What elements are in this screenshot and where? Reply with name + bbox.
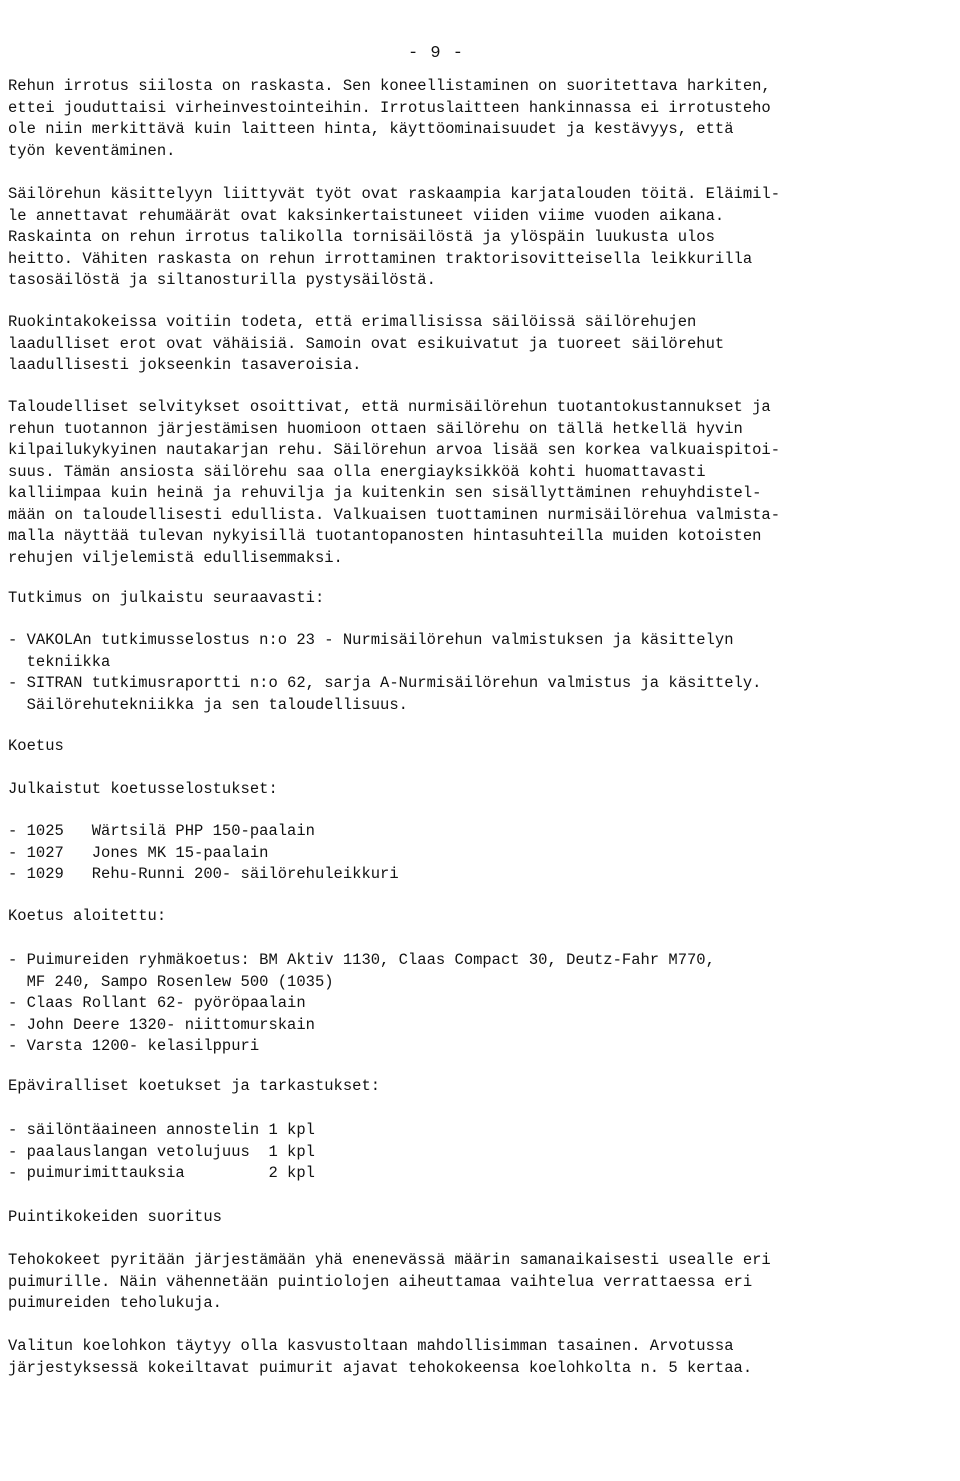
text-line: rehun tuotannon järjestämisen huomioon ottaen säilörehu on tällä hetkellä hyvin xyxy=(8,419,743,438)
text-line: järjestyksessä kokeiltavat puimurit ajavat tehokokeensa koelohkolta n. 5 kertaa. xyxy=(8,1358,753,1377)
text-line: kalliimpaa kuin heinä ja rehuvilja ja kuitenkin sen sisällyttäminen rehuyhdistel- xyxy=(8,484,762,502)
subheading-started-tests xyxy=(8,906,938,928)
paragraph-publication-intro xyxy=(8,588,938,610)
page-number: - 9 - xyxy=(408,44,465,63)
text-line: työn keventäminen. xyxy=(8,141,176,160)
subheading-unofficial-tests xyxy=(8,1076,938,1098)
list-item: - Puimureiden ryhmäkoetus: BM Aktiv 1130, Claas Compact 30, Deutz-Fahr M770, xyxy=(8,951,715,969)
paragraph-test-plot xyxy=(8,1336,938,1379)
text-line: Tutkimus on julkaistu seuraavasti: xyxy=(8,589,325,607)
publication-list xyxy=(8,630,938,716)
text-line: Rehun irrotus siilosta on raskasta. Sen koneellistaminen on suoritettava harkiten, xyxy=(8,77,771,95)
text-line: laadullisesti jokseenkin tasaveroisia. xyxy=(8,356,362,374)
text-line: rehujen viljelemistä edullisemmaksi. xyxy=(8,548,343,567)
section-heading: Puintikokeiden suoritus xyxy=(8,1208,222,1226)
text-line: puimureiden teholukuja. xyxy=(8,1294,222,1312)
subheading: Julkaistut koetusselostukset: xyxy=(8,780,278,798)
text-line: kilpailukykyinen nautakarjan rehu. Säilörehun arvoa lisää sen korkea valkuaispitoi- xyxy=(8,441,781,459)
paragraph-economic-studies xyxy=(8,397,938,569)
unofficial-tests-list xyxy=(8,1120,938,1185)
paragraph-silage-handling xyxy=(8,184,938,292)
text-line: le annettavat rehumäärät ovat kaksinkertaistuneet viiden viime vuoden aikana. xyxy=(8,206,725,225)
paragraph-silo-unloading xyxy=(8,76,938,162)
list-item: - Claas Rollant 62- pyöröpaalain xyxy=(8,994,306,1012)
text-line: suus. Tämän ansiosta säilörehu saa olla energiayksikköä kohti huomattavasti xyxy=(8,462,706,481)
text-line: tasosäilöstä ja siltanosturilla pystysäilöstä. xyxy=(8,271,436,289)
subheading-published-reports xyxy=(8,779,938,801)
paragraph-feeding-trials xyxy=(8,312,938,377)
list-item: - paalauslangan vetolujuus 1 kpl xyxy=(8,1142,315,1161)
text-line: mään on taloudellisesti edullista. Valkuaisen tuottaminen nurmisäilörehua valmista- xyxy=(8,505,781,524)
list-item: tekniikka xyxy=(8,652,111,671)
subheading: Koetus aloitettu: xyxy=(8,907,167,925)
list-item: MF 240, Sampo Rosenlew 500 (1035) xyxy=(8,972,334,991)
text-line: ettei jouduttaisi virheinvestointeihin. Irrotuslaitteen hankinnassa ei irrotusteho xyxy=(8,98,771,117)
list-item: - Varsta 1200- kelasilppuri xyxy=(8,1037,260,1055)
text-line: Valitun koelohkon täytyy olla kasvustoltaan mahdollisimman tasainen. Arvotussa xyxy=(8,1337,734,1355)
paragraph-efficiency-tests xyxy=(8,1250,938,1315)
list-item: Säilörehutekniikka ja sen taloudellisuus. xyxy=(8,695,408,714)
text-line: laadulliset erot ovat vähäisiä. Samoin ovat esikuivatut ja tuoreet säilörehut xyxy=(8,334,725,353)
section-heading: Koetus xyxy=(8,737,64,755)
section-heading-koetus xyxy=(8,736,938,758)
text-line: Tehokokeet pyritään järjestämään yhä enenevässä määrin samanaikaisesti usealle eri xyxy=(8,1251,771,1269)
list-item: - 1025 Wärtsilä PHP 150-paalain xyxy=(8,822,315,840)
text-line: Taloudelliset selvitykset osoittivat, että nurmisäilörehun tuotantokustannukset ja xyxy=(8,398,771,416)
text-line: heitto. Vähiten raskasta on rehun irrottaminen traktorisovitteisella leikkurilla xyxy=(8,249,753,268)
text-line: Säilörehun käsittelyyn liittyvät työt ovat raskaampia karjatalouden töitä. Eläimil- xyxy=(8,185,781,203)
text-line: Ruokintakokeissa voitiin todeta, että erimallisissa säilöissä säilörehujen xyxy=(8,313,697,331)
text-line: puimurille. Näin vähennetään puintiolojen aiheuttamaa vaihtelua verrattaessa eri xyxy=(8,1272,753,1291)
list-item: - 1029 Rehu-Runni 200- säilörehuleikkuri xyxy=(8,865,399,883)
list-item: - VAKOLAn tutkimusselostus n:o 23 - Nurmisäilörehun valmistuksen ja käsittelyn xyxy=(8,631,734,649)
published-reports-list xyxy=(8,821,938,886)
section-heading-threshing-tests xyxy=(8,1207,938,1229)
text-line: ole niin merkittävä kuin laitteen hinta, käyttöominaisuudet ja kestävyys, että xyxy=(8,120,734,138)
started-tests-list xyxy=(8,950,938,1058)
text-line: Raskainta on rehun irrotus talikolla tornisäilöstä ja ylöspäin luukusta ulos xyxy=(8,228,715,246)
text-line: malla näyttää tulevan nykyisillä tuotantopanosten hintasuhteilla muiden kotoisten xyxy=(8,527,762,545)
list-item: - 1027 Jones MK 15-paalain xyxy=(8,843,269,862)
subheading: Epäviralliset koetukset ja tarkastukset: xyxy=(8,1077,381,1095)
list-item: - puimurimittauksia 2 kpl xyxy=(8,1164,315,1182)
list-item: - SITRAN tutkimusraportti n:o 62, sarja A-Nurmisäilörehun valmistus ja käsittely. xyxy=(8,674,762,692)
list-item: - säilöntäaineen annostelin 1 kpl xyxy=(8,1121,315,1139)
list-item: - John Deere 1320- niittomurskain xyxy=(8,1015,315,1034)
